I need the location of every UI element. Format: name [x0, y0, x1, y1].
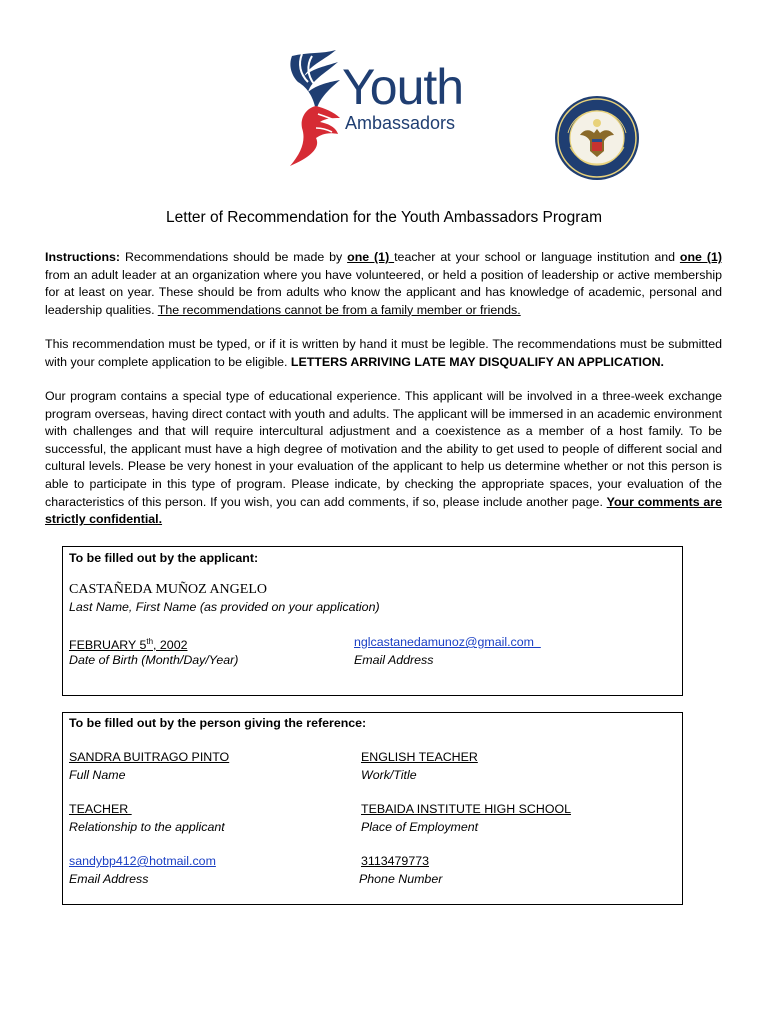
dob-text: FEBRUARY 5 — [69, 638, 147, 653]
referee-email-label: Email Address — [69, 872, 149, 886]
logo-word-youth: Youth — [342, 59, 464, 115]
applicant-email-value[interactable]: nglcastanedamunoz@gmail.com — [354, 635, 541, 649]
reference-section-header: To be filled out by the person giving the reference: — [69, 716, 367, 730]
program-description-text: Our program contains a special type of educational experience. This applicant will be involved in a three-week exchange program overseas, having direct contact with youth and adults. The applicant will be immersed in an academic environment with challenges and that will require intercultural adjustment and a coexistence as a member of a host family. To be successful, the applicant must have a high degree of motivation and the ability to get used to people of different social and cultural levels. Please be very honest in your evaluation of the applicant to help us determine whether or not this person is able to participate in this type of program. Please indicate, by checking the appropriate spaces, your evaluation of the characteristics of this person. If you wish, you can add comments, if so, please include another page. — [45, 389, 722, 509]
late-warning: LETTERS ARRIVING LATE MAY DISQUALIFY AN APPLICATION. — [290, 354, 665, 369]
instructions-family-note: The recommendations cannot be from a family member or friends. — [157, 302, 521, 317]
logo-word-ambassadors: Ambassadors — [345, 113, 456, 133]
instructions-label: Instructions: — [45, 250, 121, 264]
typing-requirement-text: This recommendation must be typed, or if it is written by hand it must be legible. The recommendations must be submitted with your complete application to be eligible. — [45, 337, 722, 369]
document-title: Letter of Recommendation for the Youth Ambassadors Program — [166, 209, 602, 226]
referee-work-title-label: Work/Title — [361, 768, 417, 782]
applicant-name-value[interactable]: CASTAÑEDA MUÑOZ ANGELO — [69, 582, 267, 597]
date-of-birth-label: Date of Birth (Month/Day/Year) — [69, 653, 239, 667]
applicant-name-label: Last Name, First Name (as provided on your application) — [69, 600, 380, 614]
reference-section — [62, 712, 683, 905]
applicant-section — [62, 546, 683, 696]
applicant-email-label: Email Address — [354, 653, 434, 667]
referee-phone-value[interactable]: 3113479773 — [361, 854, 429, 868]
referee-phone-label: Phone Number — [359, 872, 443, 886]
instructions-text-3: from an adult leader at an organization where you have volunteered, or held a position of leadership or active membership for at least on year. These should be from adults who know the applicant and has knowledge of academic, personal and leadership qualities. — [45, 267, 722, 317]
place-of-employment-value[interactable]: TEBAIDA INSTITUTE HIGH SCHOOL — [361, 802, 571, 816]
dob-year: , 2002 — [153, 638, 188, 653]
referee-work-title-value[interactable]: ENGLISH TEACHER — [361, 750, 478, 764]
swoosh-logo-icon — [278, 48, 342, 168]
relationship-value[interactable]: TEACHER — [69, 802, 132, 816]
instructions-paragraph — [45, 249, 722, 319]
date-of-birth-value[interactable] — [69, 634, 187, 653]
instructions-one-leader: one (1) — [679, 250, 722, 264]
department-of-state-seal-icon — [554, 95, 640, 181]
referee-email-value[interactable]: sandybp412@hotmail.com — [69, 854, 216, 868]
place-of-employment-label: Place of Employment — [361, 820, 479, 834]
instructions-one-teacher: one (1) — [347, 250, 395, 264]
instructions-text-2: teacher at your school or language institution and — [394, 250, 680, 264]
program-description-paragraph — [45, 388, 722, 529]
relationship-label: Relationship to the applicant — [69, 820, 225, 834]
youth-ambassadors-logo — [278, 48, 498, 168]
applicant-section-header: To be filled out by the applicant: — [69, 551, 259, 565]
instructions-text-1: Recommendations should be made by — [120, 250, 348, 264]
page-header — [0, 0, 768, 190]
referee-full-name-value[interactable]: SANDRA BUITRAGO PINTO — [69, 750, 230, 764]
referee-full-name-label: Full Name — [69, 768, 126, 782]
confidential-note: Your comments are strictly confidential. — [45, 494, 723, 527]
dob-suffix: th — [146, 637, 154, 646]
typing-requirement-paragraph — [45, 336, 722, 371]
